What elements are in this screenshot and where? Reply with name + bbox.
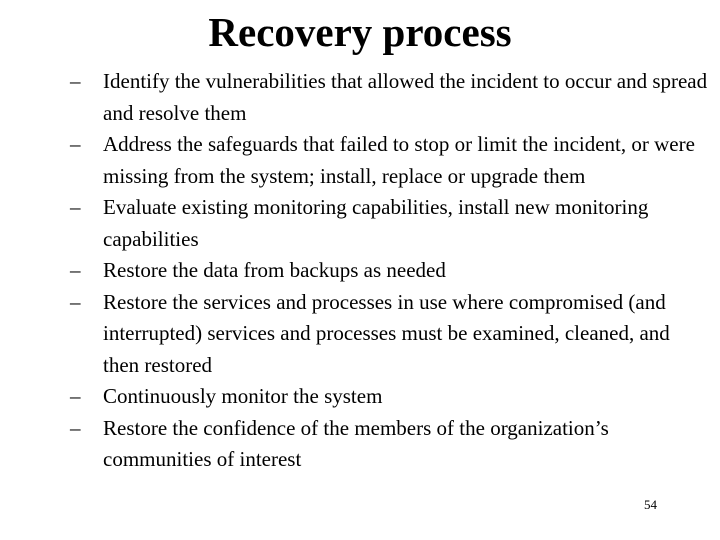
bullet-text: Restore the confidence of the members of the organization’s communities of interest	[103, 415, 609, 471]
bullet-text: Restore the data from backups as needed	[103, 258, 446, 282]
bullet-item	[70, 413, 710, 476]
bullet-text: Evaluate existing monitoring capabilities, install new monitoring capabilities	[103, 195, 649, 251]
bullet-item	[70, 66, 710, 129]
page-number: 54	[644, 497, 657, 512]
bullet-item	[70, 192, 710, 255]
bullet-dash: –	[70, 69, 81, 93]
bullet-dash: –	[70, 289, 81, 314]
bullet-dash: –	[70, 415, 81, 440]
bullet-dash: –	[70, 384, 81, 408]
slide-title: Recovery process	[208, 9, 512, 55]
bullet-dash: –	[70, 258, 81, 282]
bullet-dash: –	[70, 132, 81, 156]
bullet-text: Restore the services and processes in use where compromised (and interrupted) services and processes must be examined, cleaned, and then restored	[103, 289, 670, 377]
bullet-item	[70, 255, 710, 287]
bullet-text: Continuously monitor the system	[103, 384, 383, 408]
bullet-dash: –	[70, 195, 81, 219]
bullet-item	[70, 129, 710, 192]
bullet-item	[70, 381, 710, 413]
bullet-item	[70, 287, 710, 382]
bullet-text: Address the safeguards that failed to stop or limit the incident, or were missing from the system; install, replace or upgrade them	[103, 132, 695, 188]
bullet-text: Identify the vulnerabilities that allowed the incident to occur and spread and resolve them	[103, 69, 708, 125]
bullet-list	[70, 66, 710, 476]
